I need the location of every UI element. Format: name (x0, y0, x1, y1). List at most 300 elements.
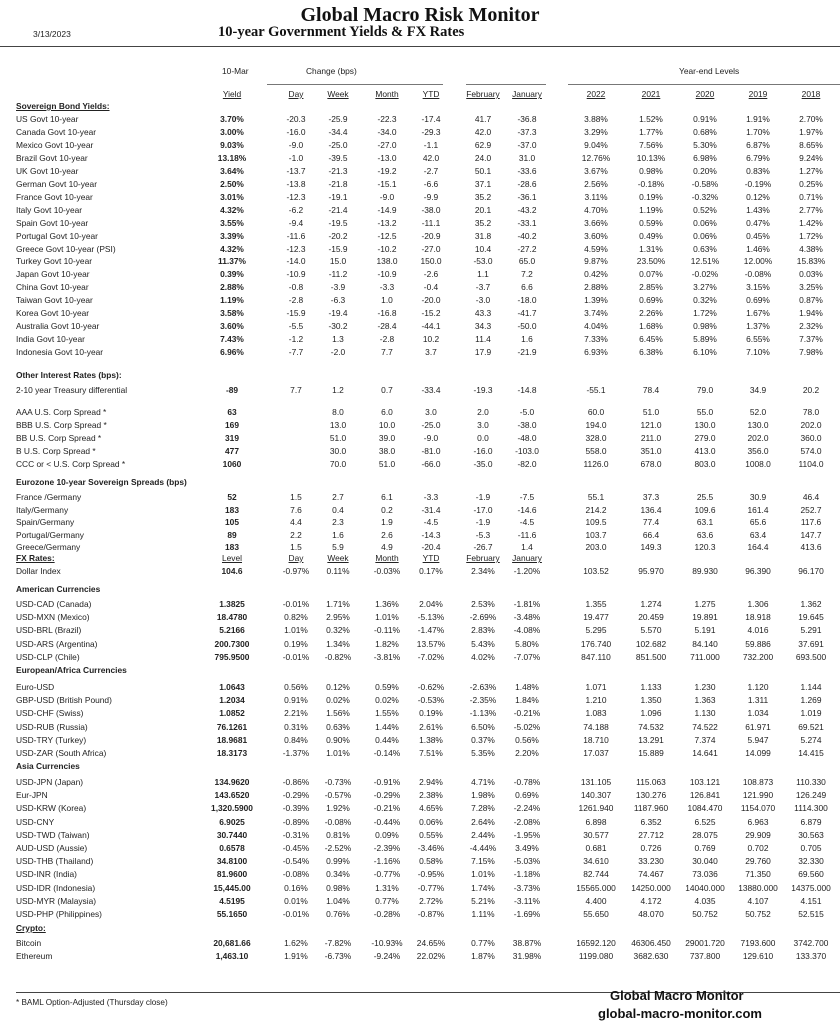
cell-value: 0.06% (693, 230, 717, 241)
cell-value: -14.6 (517, 504, 537, 515)
row-label: Taiwan Govt 10-year (16, 295, 93, 306)
cell-value: -2.7 (423, 165, 439, 176)
cell-value: 131.105 (580, 777, 612, 787)
table-row (0, 529, 840, 541)
cell-value: -103.0 (515, 445, 539, 456)
cell-value: 121.990 (742, 790, 774, 801)
cell-value: 63.6 (696, 529, 714, 540)
cell-value: 50.1 (474, 165, 492, 176)
row-label: Italy Govt 10-year (16, 204, 83, 215)
cell-value: 1.1 (477, 269, 489, 280)
table-row (0, 516, 840, 528)
cell-value: 46.4 (802, 492, 820, 502)
fx-column-header-month[interactable]: Month (375, 553, 399, 563)
cell-value: -3.3 (379, 282, 395, 293)
cell-value: -1.18% (513, 869, 541, 880)
cell-value: 89.930 (692, 566, 718, 576)
cell-value: -2.8 (288, 295, 304, 306)
current-value: 11.37% (218, 256, 246, 267)
row-label: Portugal/Germany (16, 529, 84, 540)
cell-value: -50.0 (517, 321, 537, 332)
column-header-2018[interactable]: 2018 (801, 89, 821, 99)
current-value: 477 (225, 445, 239, 456)
current-value: 3.55% (220, 217, 244, 228)
fx-column-header-week[interactable]: Week (327, 553, 349, 563)
cell-value: 0.99% (326, 856, 350, 867)
column-header-2020[interactable]: 2020 (695, 89, 715, 99)
row-label: BB U.S. Corp Spread * (16, 432, 102, 443)
cell-value: -13.2 (377, 217, 397, 228)
cell-value: 5.291 (800, 625, 822, 636)
cell-value: -29.3 (421, 126, 441, 137)
current-value: 55.1650 (216, 909, 248, 919)
row-label: USD-CLP (Chile) (16, 651, 80, 662)
table-row (0, 611, 840, 623)
cell-value: -9.0 (288, 139, 304, 150)
cell-value: -26.7 (473, 542, 493, 553)
cell-value: -21.8 (328, 178, 348, 189)
cell-value: 14.415 (798, 748, 824, 758)
cell-value: -6.6 (423, 178, 439, 189)
cell-value: 6.50% (471, 721, 495, 732)
cell-value: 3.49% (515, 843, 539, 853)
cell-value: 1.44% (375, 721, 399, 732)
cell-value: -0.21% (373, 803, 401, 814)
cell-value: -25.0 (421, 419, 441, 430)
table-row (0, 126, 840, 138)
cell-value: 356.0 (747, 445, 769, 456)
cell-value: 6.898 (585, 816, 607, 827)
cell-value: 0.09% (375, 829, 399, 840)
cell-value: 130.0 (694, 419, 716, 430)
cell-value: 0.0 (477, 432, 489, 443)
column-header-february[interactable]: February (466, 89, 500, 99)
cell-value: -1.37% (282, 748, 310, 758)
table-row (0, 721, 840, 733)
cell-value: 1.6 (521, 334, 533, 345)
cell-value: 0.49% (639, 230, 663, 241)
fx-column-header-ytd[interactable]: YTD (422, 553, 440, 563)
cell-value: 202.0 (747, 432, 769, 443)
cell-value: -34.0 (377, 126, 397, 137)
cell-value: 48.070 (638, 909, 664, 919)
cell-value: 0.02% (326, 695, 350, 706)
cell-value: 4.02% (471, 651, 495, 662)
cell-value: 1.43% (746, 204, 770, 215)
cell-value: 176.740 (580, 638, 612, 649)
cell-value: 1.31% (639, 243, 663, 254)
cell-value: 4.4 (290, 517, 302, 528)
cell-value: 413.0 (694, 445, 716, 456)
cell-value: -33.6 (517, 165, 537, 176)
cell-value: 6.45% (639, 334, 663, 345)
cell-value: 52.0 (749, 407, 767, 417)
cell-value: 8.65% (799, 139, 823, 150)
cell-value: -12.3 (286, 243, 306, 254)
row-label: B U.S. Corp Spread * (16, 445, 96, 456)
current-value: 6.96% (220, 347, 244, 358)
cell-value: 194.0 (585, 419, 607, 430)
cell-value: -9.9 (423, 191, 439, 202)
cell-value: -81.0 (421, 445, 441, 456)
table-row (0, 541, 840, 553)
cell-value: 0.702 (747, 843, 769, 853)
column-header-2019[interactable]: 2019 (748, 89, 768, 99)
cell-value: 7.33% (584, 334, 608, 345)
cell-value: 55.0 (696, 407, 714, 417)
cell-value: 2.2 (290, 529, 302, 540)
row-label: German Govt 10-year (16, 178, 97, 189)
cell-value: 2.7 (332, 492, 344, 502)
cell-value: -5.5 (288, 321, 304, 332)
table-row (0, 445, 840, 457)
row-label: Japan Govt 10-year (16, 269, 90, 280)
cell-value: 1.27% (799, 165, 823, 176)
cell-value: 17.037 (583, 748, 609, 758)
table-row (0, 734, 840, 746)
row-label: Mexico Govt 10-year (16, 139, 94, 150)
current-value: 1.2034 (219, 695, 245, 706)
cell-value: 1.91% (284, 951, 308, 962)
current-value: 3.01% (220, 191, 244, 202)
cell-value: 30.0 (329, 445, 347, 456)
current-value: 1,320.5900 (211, 803, 253, 814)
cell-value: -19.4 (328, 308, 348, 319)
cell-value: 20.459 (638, 612, 664, 623)
fx-column-header-february[interactable]: February (466, 553, 500, 563)
table-row (0, 333, 840, 345)
cell-value: 0.32% (693, 295, 717, 306)
cell-value: 0.01% (284, 895, 308, 906)
cell-value: 847.110 (581, 651, 611, 662)
cell-value: 1084.470 (687, 803, 723, 814)
cell-value: 7.2 (521, 269, 533, 280)
brand-url[interactable]: global-macro-monitor.com (598, 1006, 762, 1021)
cell-value: 4.65% (419, 803, 443, 814)
cell-value: -6.3 (330, 295, 346, 306)
cell-value: -82.0 (517, 458, 537, 469)
table-row (0, 855, 840, 867)
row-label: USD-THB (Thailand) (16, 856, 94, 867)
cell-value: 2.6 (381, 529, 393, 540)
table-row (0, 842, 840, 854)
cell-value: 1.72% (693, 308, 717, 319)
table-row (0, 255, 840, 267)
cell-value: 7.15% (471, 856, 495, 867)
cell-value: 19.891 (692, 612, 718, 623)
cell-value: 34.610 (583, 856, 609, 867)
column-header-2021[interactable]: 2021 (641, 89, 661, 99)
cell-value: -12.5 (377, 230, 397, 241)
cell-value: 27.712 (638, 829, 664, 840)
page-title: Global Macro Risk Monitor (300, 4, 540, 26)
column-header-week[interactable]: Week (327, 89, 349, 99)
current-value: 4.5195 (219, 895, 245, 906)
cell-value: 38.0 (378, 445, 396, 456)
cell-value: 79.0 (696, 385, 714, 395)
cell-value: 140.307 (580, 790, 612, 801)
cell-value: 10.4 (474, 243, 492, 254)
cell-value: 1.144 (800, 682, 822, 692)
cell-value: -36.1 (517, 191, 537, 202)
cell-value: -0.18% (637, 178, 665, 189)
row-label: CCC or < U.S. Corp Spread * (16, 458, 126, 469)
cell-value: 6.55% (746, 334, 770, 345)
cell-value: -0.53% (417, 695, 445, 706)
cell-value: -0.62% (417, 682, 445, 692)
column-header-january[interactable]: January (512, 89, 542, 99)
cell-value: 20.1 (474, 204, 492, 215)
row-label: India Govt 10-year (16, 334, 85, 345)
cell-value: -11.1 (421, 217, 441, 228)
row-label: USD-IDR (Indonesia) (16, 882, 96, 893)
cell-value: 9.24% (799, 152, 823, 163)
cell-value: 1.62% (284, 938, 308, 948)
cell-value: 1.230 (694, 682, 716, 692)
cell-value: 15.889 (638, 748, 664, 758)
cell-value: -12.3 (286, 191, 306, 202)
cell-value: -19.3 (473, 385, 493, 395)
cell-value: 0.91% (284, 695, 308, 706)
current-value: 319 (225, 432, 239, 443)
cell-value: 74.467 (638, 869, 664, 880)
column-header-ytd[interactable]: YTD (422, 89, 440, 99)
cell-value: 1.2 (332, 385, 344, 395)
cell-value: 2.77% (799, 204, 823, 215)
cell-value: -0.01% (282, 599, 310, 609)
cell-value: -6.73% (324, 951, 352, 962)
cell-value: 7.28% (471, 803, 495, 814)
row-label: 2-10 year Treasury differential (16, 385, 128, 395)
cell-value: 1.91% (746, 114, 770, 124)
cell-value: 0.76% (326, 909, 350, 919)
section-title: FX Rates: (16, 553, 55, 563)
cell-value: 0.19% (284, 638, 308, 649)
cell-value: -25.9 (328, 114, 348, 124)
cell-value: 38.87% (512, 938, 542, 948)
cell-value: 1.071 (585, 682, 607, 692)
cell-value: 4.59% (584, 243, 608, 254)
cell-value: 10.2 (422, 334, 440, 345)
table-row (0, 165, 840, 177)
table-row (0, 950, 840, 962)
cell-value: 413.6 (800, 542, 822, 553)
cell-value: 1.74% (471, 882, 495, 893)
cell-value: 1.9 (381, 517, 393, 528)
cell-value: 150.0 (420, 256, 442, 267)
table-row (0, 908, 840, 920)
cell-value: 1.31% (375, 882, 399, 893)
row-label: AAA U.S. Corp Spread * (16, 407, 107, 417)
cell-value: 1.98% (471, 790, 495, 801)
cell-value: 1.275 (694, 599, 716, 609)
cell-value: 5.274 (800, 734, 822, 745)
cell-value: 2.61% (419, 721, 443, 732)
cell-value: 0.19% (419, 708, 443, 719)
row-label: USD-MYR (Malaysia) (16, 895, 97, 906)
cell-value: 30.040 (692, 856, 718, 867)
cell-value: 34.9 (749, 385, 767, 395)
cell-value: -15.2 (421, 308, 441, 319)
cell-value: -0.78% (513, 777, 541, 787)
cell-value: 11.4 (475, 334, 491, 345)
cell-value: -10.9 (286, 269, 306, 280)
cell-value: -3.3 (423, 492, 439, 502)
cell-value: -7.7 (288, 347, 304, 358)
cell-value: -1.13% (469, 708, 497, 719)
column-header-2022[interactable]: 2022 (586, 89, 606, 99)
cell-value: 2.64% (471, 816, 495, 827)
table-row (0, 816, 840, 828)
cell-value: 1.355 (585, 599, 607, 609)
current-value: 1060 (222, 458, 242, 469)
table-row (0, 320, 840, 332)
table-row (0, 747, 840, 759)
cell-value: 108.873 (742, 777, 774, 787)
cell-value: -0.03% (373, 566, 401, 576)
cell-value: -20.4 (421, 542, 441, 553)
cell-value: 6.79% (746, 152, 770, 163)
fx-column-header-day[interactable]: Day (288, 553, 304, 563)
current-value: 105 (225, 517, 239, 528)
current-value: 1.19% (220, 295, 244, 306)
current-value: 2.50% (220, 178, 244, 189)
current-value: 89 (227, 529, 237, 540)
cell-value: -28.6 (517, 178, 537, 189)
section-title: Crypto: (16, 923, 46, 933)
current-value: 3.39% (220, 230, 244, 241)
cell-value: 1.01% (326, 748, 350, 758)
cell-value: 16592.120 (576, 938, 616, 948)
cell-value: -2.0 (330, 347, 346, 358)
cell-value: 109.5 (585, 517, 607, 528)
row-label: Italy/Germany (16, 504, 69, 515)
cell-value: 63.4 (749, 529, 767, 540)
cell-value: 0.84% (284, 734, 308, 745)
cell-value: 1.37% (746, 321, 770, 332)
cell-value: 5.30% (693, 139, 717, 150)
cell-value: 1.55% (375, 708, 399, 719)
cell-value: -20.0 (421, 295, 441, 306)
row-label: Eur-JPN (16, 790, 48, 801)
cell-value: 71.350 (745, 869, 771, 880)
cell-value: 161.4 (747, 504, 769, 515)
cell-value: -1.81% (513, 599, 541, 609)
cell-value: -21.9 (517, 347, 537, 358)
column-header-day[interactable]: Day (288, 89, 304, 99)
cell-value: 1.56% (326, 708, 350, 719)
fx-column-header-january[interactable]: January (512, 553, 542, 563)
cell-value: 1.210 (585, 695, 607, 706)
cell-value: 1.87% (471, 951, 495, 962)
current-value: 169 (225, 419, 239, 430)
cell-value: 10.0 (378, 419, 396, 430)
cell-value: 328.0 (585, 432, 607, 443)
cell-value: 15.83% (796, 256, 826, 267)
cell-value: 0.77% (375, 895, 399, 906)
column-header-month[interactable]: Month (375, 89, 399, 99)
cell-value: 109.6 (694, 504, 716, 515)
cell-value: -33.4 (421, 385, 441, 395)
cell-value: 0.98% (326, 882, 350, 893)
row-label: Turkey Govt 10-year (16, 256, 93, 267)
row-label: Dollar Index (16, 566, 61, 576)
cell-value: -5.02% (513, 721, 541, 732)
table-row (0, 139, 840, 151)
cell-value: 18.918 (745, 612, 771, 623)
cell-value: 0.34% (326, 869, 350, 880)
cell-value: 1.01% (284, 625, 308, 636)
cell-value: -4.5 (423, 517, 439, 528)
current-value: 200.7300 (214, 638, 250, 649)
cell-value: -20.9 (421, 230, 441, 241)
cell-value: -5.3 (475, 529, 491, 540)
cell-value: 2.53% (471, 599, 495, 609)
cell-value: 6.10% (693, 347, 717, 358)
cell-value: 5.191 (694, 625, 716, 636)
cell-value: 1.34% (326, 638, 350, 649)
cell-value: 0.12% (326, 682, 350, 692)
cell-value: -9.0 (423, 432, 439, 443)
table-row (0, 829, 840, 841)
cell-value: 4.70% (584, 204, 608, 215)
cell-value: 1.77% (639, 126, 663, 137)
fx-column-header-level[interactable]: Level (221, 553, 243, 563)
cell-value: -2.69% (469, 612, 497, 623)
cell-value: -41.7 (517, 308, 537, 319)
column-header-yield[interactable]: Yield (222, 89, 242, 99)
cell-value: 1.46% (746, 243, 770, 254)
cell-value: -39.5 (328, 152, 348, 163)
yearend-group-header: Year-end Levels (679, 66, 740, 76)
row-label: USD-INR (India) (16, 869, 77, 880)
cell-value: 130.276 (635, 790, 667, 801)
cell-value: 2.26% (639, 308, 663, 319)
cell-value: 33.230 (638, 856, 664, 867)
cell-value: 0.71% (799, 191, 823, 202)
cell-value: 3.25% (799, 282, 823, 293)
cell-value: -5.13% (417, 612, 445, 623)
cell-value: 1.39% (584, 295, 608, 306)
cell-value: 1.71% (326, 599, 350, 609)
cell-value: 164.4 (747, 542, 769, 553)
cell-value: -2.08% (513, 816, 541, 827)
cell-value: 73.036 (692, 869, 718, 880)
cell-value: 4.151 (800, 895, 822, 906)
cell-value: -1.47% (417, 625, 445, 636)
cell-value: -0.02% (691, 269, 719, 280)
row-label: USD-MXN (Mexico) (16, 612, 90, 623)
cell-value: 0.25% (799, 178, 823, 189)
cell-value: 126.841 (689, 790, 721, 801)
cell-value: -0.29% (282, 790, 310, 801)
monthly-group-rule (466, 84, 546, 85)
cell-value: 41.7 (474, 114, 492, 124)
cell-value: 4.71% (471, 777, 495, 787)
cell-value: -0.58% (691, 178, 719, 189)
table-row (0, 937, 840, 949)
row-label: Spain/Germany (16, 517, 75, 528)
cell-value: 0.69% (515, 790, 539, 801)
cell-value: -3.9 (330, 282, 346, 293)
cell-value: 24.0 (474, 152, 492, 163)
cell-value: 0.2 (381, 504, 393, 515)
current-value: 6.9025 (219, 816, 245, 827)
cell-value: -0.39% (282, 803, 310, 814)
cell-value: 0.98% (693, 321, 717, 332)
cell-value: 32.330 (798, 856, 824, 867)
cell-value: 3.60% (584, 230, 608, 241)
